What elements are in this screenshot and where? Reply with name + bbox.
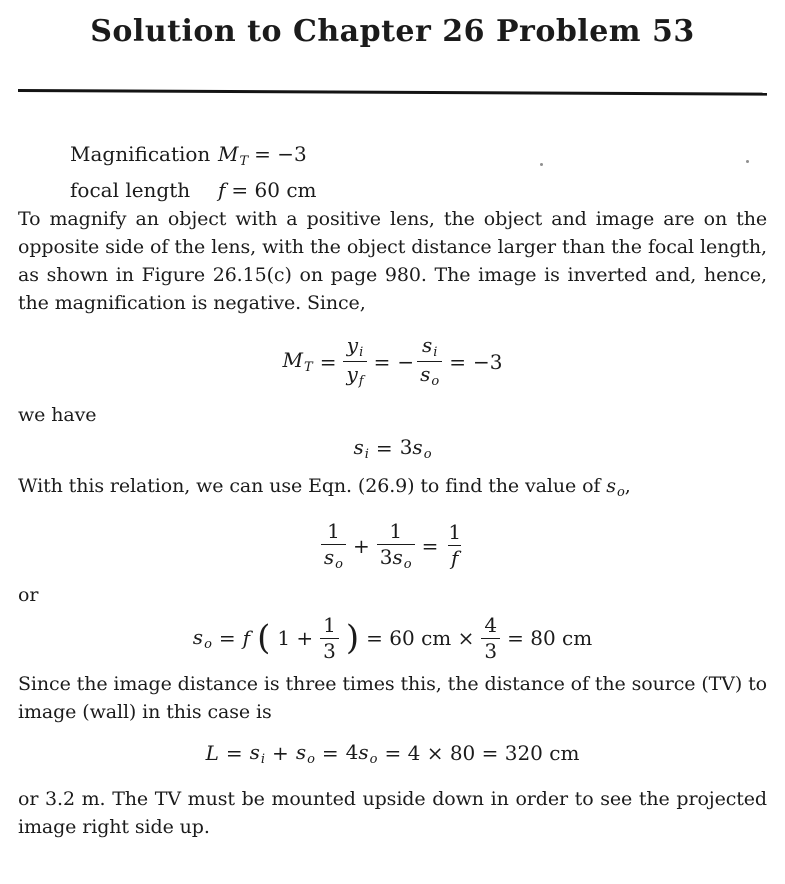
frac-num: 4 (484, 612, 498, 637)
frac-num (419, 333, 440, 361)
document-title: Solution to Chapter 26 Problem 53 (90, 14, 695, 49)
var-s: s (412, 434, 423, 459)
close-paren: ) (345, 617, 360, 658)
sub-T: T (239, 154, 249, 169)
given-focal-label: focal length (70, 178, 191, 202)
plus-sign: + (272, 741, 289, 766)
equals-sign: = (421, 533, 439, 558)
sub-o: o (335, 556, 343, 572)
equals-320cm: = 4 × 80 = 320 cm (384, 741, 580, 766)
sub-o: o (423, 446, 432, 462)
var-s: s (353, 434, 364, 459)
frac-num: 1 (448, 520, 462, 545)
fraction-1-over-so (321, 519, 346, 573)
sub-i: i (364, 446, 369, 462)
term-so (296, 740, 315, 767)
term-si (250, 740, 265, 767)
eq-mt-result: −3 (472, 349, 503, 374)
we-have-text: we have (18, 403, 97, 426)
var-M: M (282, 348, 304, 373)
equation-si-3so (18, 435, 767, 462)
var-s: s (606, 474, 616, 497)
equation-so-value (18, 613, 767, 664)
var-s: s (421, 333, 433, 357)
sub-i: i (260, 751, 266, 767)
var-f: f (218, 178, 226, 202)
var-s: s (358, 739, 369, 764)
frac-num (344, 333, 366, 361)
document-page (0, 14, 785, 841)
var-s: s (249, 739, 260, 764)
closing-paragraph: or 3.2 m. The TV must be mounted upside down in order to see the projected image right side up. (18, 787, 767, 838)
with-relation-paragraph (18, 472, 767, 507)
given-magnification-row (70, 140, 767, 176)
since-paragraph: Since the image distance is three times this, the distance of the source (TV) to image (wall) in this case is (18, 672, 767, 723)
equals-sign: = (373, 349, 391, 374)
var-f: f (242, 626, 251, 651)
fraction-1-over-3 (320, 613, 339, 664)
sub-i: i (359, 345, 364, 360)
sub-T: T (304, 360, 313, 376)
scan-artifact-dot (746, 160, 749, 163)
var-y: y (346, 362, 358, 387)
given-focal-eq: = 60 cm (231, 178, 317, 202)
intro-paragraph: To magnify an object with a positive lens, the object and image are on the opposite side of the lens, with the object distance larger than the focal length, as shown in Figure 26.15(c) on page 980. The image is inverted and, hence, the magnification is negative. Since, (18, 208, 767, 314)
scan-artifact-dot (540, 163, 543, 166)
frac-den: 3 (320, 638, 339, 664)
coefficient: 4 (345, 739, 359, 764)
var-y: y (346, 333, 359, 357)
coefficient: 3 (379, 544, 393, 569)
fraction-yi-over-yf (343, 333, 366, 391)
term-4so (346, 740, 378, 767)
open-paren: ( (257, 617, 271, 658)
sub-o: o (204, 636, 212, 652)
equals-sign: = (375, 436, 393, 460)
sub-i: i (433, 345, 438, 360)
sub-f: f (358, 374, 364, 390)
given-magnification-eq: = −3 (254, 142, 307, 166)
given-focal-row (70, 176, 767, 205)
var-s: s (192, 624, 204, 649)
eq-so-lhs (193, 625, 212, 652)
var-f: f (451, 546, 459, 571)
frac-den (377, 544, 415, 573)
with-relation-comma: , (624, 474, 631, 497)
frac-den (321, 544, 346, 573)
equals-sign: = (319, 349, 337, 374)
given-focal-value (218, 176, 317, 205)
given-magnification-value (218, 140, 307, 176)
equation-lens-formula (18, 519, 767, 573)
var-s: s (392, 544, 403, 569)
eq-si-lhs (353, 435, 368, 462)
sub-o: o (403, 556, 412, 572)
sub-o: o (616, 484, 625, 500)
equals-sign: = (218, 626, 236, 651)
frac-num: 1 (323, 612, 336, 637)
var-s: s (420, 362, 431, 387)
sub-o: o (369, 751, 378, 767)
sub-o: o (431, 374, 440, 390)
equation-magnification (18, 333, 767, 391)
var-s: s (323, 544, 335, 569)
divider-rule (18, 89, 767, 96)
eq-mt-lhs (283, 348, 313, 375)
fraction-si-over-so (417, 333, 442, 391)
frac-num: 1 (327, 518, 340, 543)
var-L: L (205, 741, 219, 766)
frac-den: 3 (481, 638, 500, 664)
frac-den (343, 361, 366, 390)
equals-80cm: = 80 cm (507, 626, 593, 651)
minus-sign: − (397, 349, 415, 374)
var-M: M (218, 142, 239, 166)
equals-sign: = (449, 349, 466, 374)
equation-total-distance (18, 740, 767, 767)
eq-si-rhs (400, 435, 432, 462)
fraction-4-over-3 (481, 613, 500, 664)
frac-num: 1 (389, 518, 403, 543)
fraction-1-over-3so (377, 519, 415, 573)
given-magnification-label: Magnification (70, 142, 211, 166)
with-relation-text: With this relation, we can use Eqn. (26.9) to find the value of (18, 474, 607, 497)
frac-den (417, 361, 442, 390)
sub-o: o (307, 751, 315, 767)
plus-sign: + (353, 533, 370, 558)
given-block (70, 140, 767, 205)
or-text: or (18, 583, 39, 606)
one-plus-term: 1 + (277, 626, 314, 651)
equals-sign: = (321, 741, 339, 766)
fraction-1-over-f (445, 520, 464, 571)
frac-den (448, 545, 461, 571)
equals-sign: = (225, 741, 243, 766)
var-s: s (295, 739, 307, 764)
equals-60cm-times: = 60 cm × (366, 626, 475, 651)
coefficient: 3 (399, 434, 413, 459)
